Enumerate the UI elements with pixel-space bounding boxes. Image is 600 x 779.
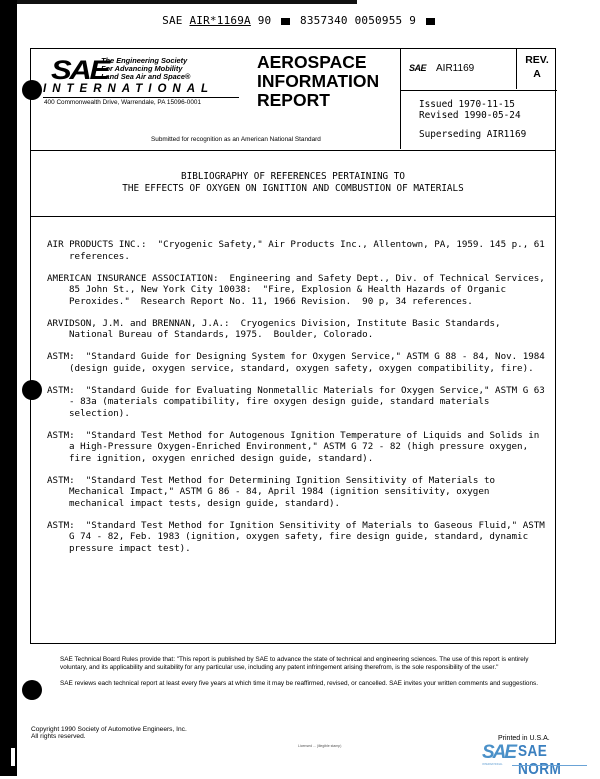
- tagline-line: Land Sea Air and Space®: [101, 72, 191, 81]
- tagline-line: For Advancing Mobility: [101, 64, 183, 73]
- black-block-mark: [426, 18, 435, 25]
- rules-text: SAE Technical Board Rules provide that: "This report is published by SAE to advance the state of technical and engineering sciences. The use of this report is entirely voluntary, and its applicability and suitability for any particular use, including any patent infringement arising therefrom, is the sole responsibility of the user.": [60, 656, 529, 671]
- international-wordmark: INTERNATIONAL: [43, 83, 215, 95]
- sae-logo-icon: SAE: [51, 55, 108, 85]
- code-year: 90: [257, 14, 272, 27]
- issued-date: Issued 1970-11-15: [419, 99, 515, 110]
- document-header: [31, 49, 555, 151]
- revision-box: [516, 49, 557, 89]
- sae-norm-logo-icon: [482, 742, 592, 778]
- printed-in: Printed in U.S.A.: [498, 735, 550, 742]
- code-doc: AIR*1169A: [189, 14, 251, 27]
- sae-logo-block: [31, 49, 239, 149]
- title-line: INFORMATION: [257, 71, 380, 91]
- rights-line: All rights reserved.: [31, 733, 86, 741]
- submitted-note: Submitted for recognition as an American National Standard: [151, 136, 321, 143]
- society-tagline: [101, 57, 190, 81]
- title-line-2: THE EFFECTS OF OXYGEN ON IGNITION AND COMBUSTION OF MATERIALS: [122, 183, 464, 194]
- tagline-line: The Engineering Society: [101, 56, 188, 65]
- doc-number: [409, 63, 474, 74]
- binder-hole-icon: [22, 680, 42, 700]
- rev-value: A: [533, 68, 541, 80]
- reference-item: ASTM: "Standard Guide for Designing System for Oxygen Service," ASTM G 88 - 84, Nov. 1984 (design guide, oxygen service, standard, oxygen safety, oxygen compatibility, fire).: [47, 351, 551, 374]
- scan-edge-left: [0, 0, 17, 776]
- board-rules-notice: [60, 656, 540, 695]
- doc-number-row: [401, 49, 557, 91]
- issue-dates: [419, 99, 521, 121]
- norm-logo-sub: INTERNATIONAL: [482, 763, 503, 766]
- reference-item: AIR PRODUCTS INC.: "Cryogenic Safety," Air Products Inc., Allentown, PA, 1959. 145 p., 61 references.: [47, 239, 551, 262]
- code-check: 9: [409, 14, 417, 27]
- binder-hole-icon: [22, 380, 42, 400]
- divider: [43, 97, 239, 98]
- reference-item: ASTM: "Standard Test Method for Determining Ignition Sensitivity of Materials to Mechanical Impact," ASTM G 86 - 84, April 1984 (ignition sensitivity, oxygen mechanical impact tests, design guide, standard).: [47, 474, 501, 509]
- report-type-title: [257, 53, 379, 110]
- reference-item: ASTM: "Standard Test Method for Autogenous Ignition Temperature of Liquids and Solids in a High-Pressure Oxygen-Enriched Environment," ASTM G 72 - 82 (high pressure oxygen, fire ignition, oxygen enriched design guide, standard).: [47, 429, 545, 464]
- document-id-panel: [400, 49, 557, 149]
- sae-small-logo-icon: SAE: [409, 63, 427, 73]
- reference-item: ARVIDSON, J.M. and BRENNAN, J.A.: Cryogenics Division, Institute Basic Standards, National Bureau of Standards, 1975. Boulder, Colorado.: [47, 317, 507, 340]
- rev-label: REV.: [525, 54, 549, 66]
- superseding: Superseding AIR1169: [419, 129, 527, 140]
- license-stamp: Licensed ... (illegible stamp): [298, 744, 342, 748]
- reference-item: ASTM: "Standard Test Method for Ignition Sensitivity of Materials to Gaseous Fluid," ASTM G 74 - 82, Feb. 1983 (ignition, oxygen safety, fire design guide, standard, dynamic pressure impact test).: [47, 519, 551, 554]
- revised-date: Revised 1990-05-24: [419, 110, 521, 121]
- scan-edge-top: [17, 0, 357, 4]
- code-prefix: SAE: [162, 14, 183, 27]
- copyright-line: Copyright 1990 Society of Automotive Engineers, Inc.: [31, 726, 187, 733]
- document-code-line: [0, 14, 600, 27]
- document-title: [31, 171, 555, 195]
- doc-number-text: AIR1169: [436, 63, 475, 74]
- reference-item: AMERICAN INSURANCE ASSOCIATION: Engineering and Safety Dept., Div. of Technical Services, 85 John St., New York City 10038: "Fire, Explosion & Health Hazards of Organic Peroxides." Research Report No. 11, 1966 Revision. 90 p, 34 references.: [47, 272, 551, 307]
- title-line-1: BIBLIOGRAPHY OF REFERENCES PERTAINING TO: [181, 171, 405, 182]
- norm-logo-text: SAE NORM: [518, 743, 562, 778]
- copyright: [31, 726, 187, 741]
- black-block-mark: [281, 18, 290, 25]
- code-serial-2: 0050955: [354, 14, 403, 27]
- reference-item: ASTM: "Standard Guide for Evaluating Nonmetallic Materials for Oxygen Service," ASTM G 63 - 83a (materials compatibility, fire oxygen design guide, standard materials selection).: [47, 384, 551, 419]
- code-serial-1: 8357340: [300, 14, 348, 27]
- title-line: REPORT: [257, 90, 330, 110]
- title-line: AEROSPACE: [257, 52, 367, 72]
- address: 400 Commonwealth Drive, Warrendale, PA 15096-0001: [44, 99, 202, 106]
- document-frame: [30, 48, 556, 644]
- reference-list: [47, 239, 551, 565]
- review-text: SAE reviews each technical report at least every five years at which time it may be reaffirmed, revised, or cancelled. SAE invites your written comments and suggestions.: [60, 679, 538, 687]
- binder-hole-icon: [22, 80, 42, 100]
- divider: [31, 216, 555, 217]
- norm-logo-line: [512, 765, 587, 766]
- norm-logo-sae: SAE: [482, 742, 516, 763]
- scan-artifact: [11, 748, 15, 766]
